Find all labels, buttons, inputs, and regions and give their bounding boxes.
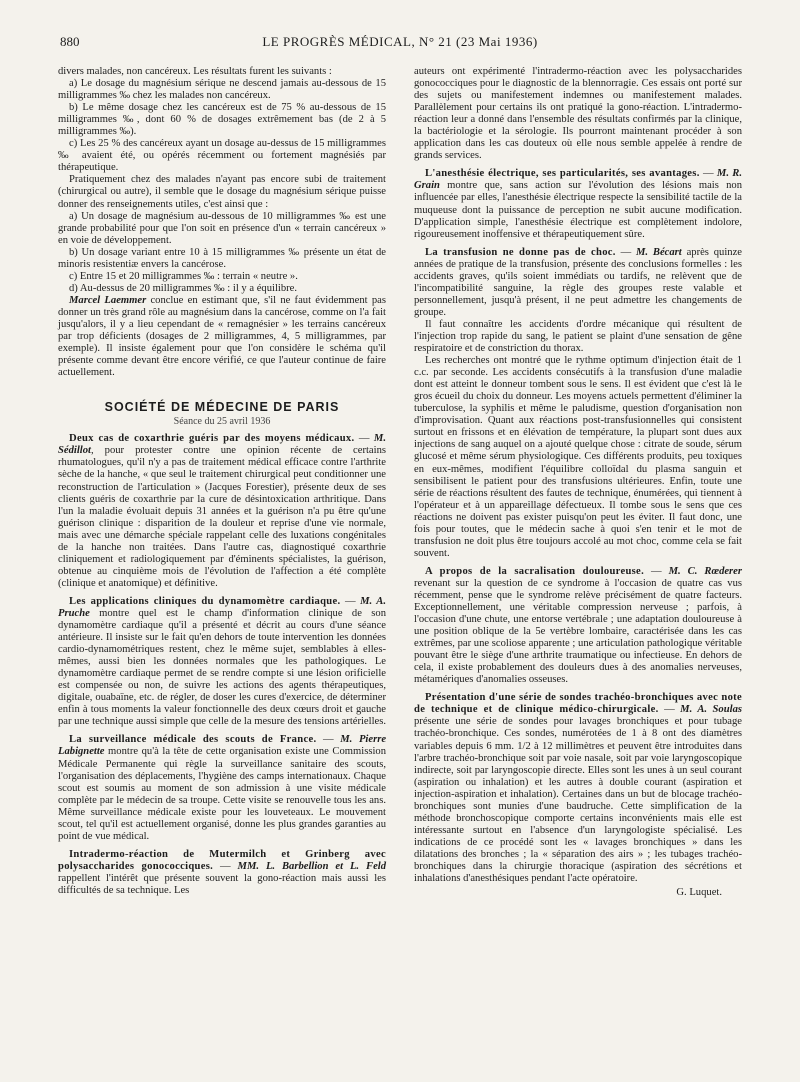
- paragraph: a) Le dosage du magnésium sérique ne descend jamais au-dessous de 15 milligrammes ‰ chez les malades non cancéreux.: [58, 78, 386, 102]
- right-column: [414, 66, 742, 899]
- communication-text: revenant sur la question de ce syndrome à l'occasion de quatre cas vus récemment, pense que le syndrome relève précisément de quatre facteurs. Exceptionnellement, une véritable compression nerveuse ; parfois, à l'occasion d'une chute, une entorse vertébrale ; une adaptation douloureuse à une position oblique de la 5e vertèbre lombaire, caractérisée dans les cas extrêmes, par une scoliose apparente ; une articulation pathologique véritable pouvant être le siège d'une arthrite traumatique ou infectieuse. En dehors de cela, il existe probablement des douleurs dues à des anomalies nerveuses, métamériques d'anomalies osseuses.: [414, 577, 742, 686]
- author-name: Marcel Laemmer: [69, 294, 147, 306]
- communication: L'anesthésie électrique, ses particularités, ses avantages. — M. R. Grain montre que, sans action sur l'évolution des lésions mais non influencée par elles, l'anesthésie électrique respecte la sensibilité tactile de la muqueuse dont la puissance de perception ne subit aucune modification. D'application simple, l'anesthésie électrique est complètement indolore, rigoureusement inoffensive et thérapeutiquement sûre.: [414, 168, 743, 240]
- communication: Intradermo-réaction de Mutermilch et Grinberg avec polysaccharides gonococciques. — MM. L. Barbellion et L. Feld rappellent l'intérêt que présente souvent la gono-réaction mais aussi les difficultés de sa technique. Les: [58, 848, 387, 896]
- communication-text: après quinze années de pratique de la transfusion, présente des conclusions formelles : les accidents graves, qu'ils soient immédiats ou tardifs, ne relèvent que de l'incompatibilité sanguine, la règle des groupes reste valable et personnellement, jusqu'à présent, il ne peut admettre les changements de groupe.: [414, 246, 742, 318]
- communication-title: La surveillance médicale des scouts de France.: [69, 734, 317, 746]
- communication-text: présente une série de sondes pour lavages bronchiques et pour tubage trachéo-bronchique. Ces sondes, numérotées de 1 à 8 ont des diamètres variables depuis 6 mm. 1/2 à 12 millimètres et peuvent être introduites dans l'arbre trachéo-bronchique soit par voie nasale, soit par voie laryngoscopique indirecte, soit par laryngoscopie directe. Elles sont les unes à un seul courant (aspiration ou inhalation) et les autres à double courant (aspiration et injection-aspiration et inhalation). Certaines dans un but de blocage trachéo-bronchiques sont munies d'une baudruche. Cette simplification de la méthode bronchoscopique comporte certains inconvénients mais elle est intéressante surtout en l'absence d'un laryngologiste spécialisé. Les indications de ce procédé sont les « lavages bronchiques » dans les dilatations des bronches ; la « séparation des airs » ; les tubages trachéo-bronchiques dans la chirurgie thoracique (aspiration des sécrétions et inhalations d'anesthésiques pendant l'acte opératoire.: [414, 716, 742, 885]
- running-header: [60, 34, 740, 52]
- author-name: M. R. Grain: [414, 168, 743, 192]
- communication: Présentation d'une série de sondes trachéo-bronchiques avec note de technique et de clinique médico-chirurgicale. — M. A. Soulas présente une série de sondes pour lavages bronchiques et pour tubage trachéo-bronchique. Ces sondes, numérotées de 1 à 8 ont des diamètres variables depuis 6 mm. 1/2 à 12 millimètres et peuvent être introduites dans l'arbre trachéo-bronchique soit par voie nasale, soit par voie laryngoscopique indirecte, soit par laryngoscopie directe. Elles sont les unes à un seul courant (aspiration ou inhalation) et les autres à double courant (aspiration et injection-aspiration et inhalation). Certaines dans un but de blocage trachéo-bronchiques sont munies d'une baudruche. Cette simplification de la méthode bronchoscopique comporte certains inconvénients mais elle est intéressante surtout en l'absence d'un laryngologiste spécialisé. Les indications de ce procédé sont les « lavages bronchiques » dans les dilatations des bronches ; la « séparation des airs » ; les tubages trachéo-bronchiques dans la chirurgie thoracique (aspiration des sécrétions et inhalations d'anesthésiques pendant l'acte opératoire.: [414, 692, 742, 885]
- communication: La transfusion ne donne pas de choc. — M. Bécart après quinze années de pratique de la transfusion, présente des conclusions formelles : les accidents graves, qu'ils soient immédiats ou tardifs, ne relèvent que de l'incompatibilité sanguine, la règle des groupes reste valable et personnellement, jusqu'à présent, il ne peut admettre les changements de groupe.: [414, 246, 742, 318]
- author-name: M. A. Soulas: [680, 704, 742, 716]
- left-column: [58, 66, 386, 897]
- paragraph: b) Un dosage variant entre 10 à 15 milligrammes ‰ présente un état de minoris resistentiæ envers la cancérose.: [58, 246, 386, 270]
- running-title: LE PROGRÈS MÉDICAL, N° 21 (23 Mai 1936): [262, 34, 538, 49]
- communication-title: Deux cas de coxarthrie guéris par des moyens médicaux.: [69, 433, 355, 445]
- signature: G. Luquet.: [676, 887, 722, 899]
- communication-title: Intradermo-réaction de Mutermilch et Grinberg avec polysaccharides gonococciques.: [58, 848, 386, 872]
- paragraph: d) Au-dessus de 20 milligrammes ‰ : il y a équilibre.: [69, 282, 298, 294]
- paragraph: divers malades, non cancéreux. Les résultats furent les suivants :: [58, 66, 332, 77]
- paragraph: b) Le même dosage chez les cancéreux est de 75 % au-dessous de 15 milligrammes ‰, dont 60 % de dosages extrêmement bas (de 2 à 5 milligrammes ‰).: [58, 102, 386, 138]
- communication: La surveillance médicale des scouts de France. — M. Pierre Labignette montre qu'à la tête de cette organisation existe une Commission Médicale Permanente qui règle la surveillance sanitaire des scouts, l'organisation des déplacements, l'hygiène des camps internationaux. Chaque scout est soumis au moment de son admission à une visite médicale complète par le médecin de sa troupe. Cette visite se renouvelle tous les ans. Même surveillance médicale existe pour les louveteaux. Le mouvement scout, tel qu'il est actuellement organisé, donne les plus grandes garanties au point de vue médical.: [58, 734, 387, 842]
- communication: A propos de la sacralisation douloureuse. — M. C. Rœderer revenant sur la question de ce syndrome à l'occasion de quatre cas vus récemment, pense que le syndrome relève précisément de quatre facteurs. Exceptionnellement, une véritable compression nerveuse ; parfois, à l'occasion d'une chute, une entorse vertébrale ; une adaptation douloureuse à une position oblique de la 5e vertèbre lombaire, caractérisée dans les cas extrêmes, par une scoliose apparente ; une articulation pathologique véritable pouvant être le siège d'une arthrite traumatique ou infectieuse. En dehors de cela, il existe probablement des douleurs dues à des anomalies nerveuses, métamériques d'anomalies osseuses.: [414, 565, 743, 686]
- communication-text: montre qu'à la tête de cette organisation existe une Commission Médicale Permanente qui règle la surveillance sanitaire des scouts, l'organisation des déplacements, l'hygiène des camps internationaux. Chaque scout est soumis au moment de son admission à une visite médicale complète par le médecin de sa troupe. Cette visite se renouvelle tous les ans. Même surveillance médicale existe pour les louveteaux. Le mouvement scout, tel qu'il est actuellement organisé, donne les plus grandes garanties au point de vue médical.: [58, 746, 386, 842]
- paragraph-text: conclue en estimant que, s'il ne faut évidemment pas donner un très grand rôle au magnésium dans la cancérose, comme on l'a fait jusqu'alors, il y a lieu cependant de « remagnésier » les terrains cancéreux par trop déficients (dosages de 2 milligrammes, 4, 5 milligrammes, par exemple). Il insiste également pour que l'on considère le schéma qu'il présente comme devant être encore vérifié, ce que l'auteur continue de faire actuellement.: [58, 294, 386, 379]
- author-name: MM. L. Barbellion et L. Feld: [237, 860, 387, 872]
- paragraph: [58, 295, 386, 379]
- communication-title: Présentation d'une série de sondes trachéo-bronchiques avec note de technique et de clinique médico-chirurgicale.: [414, 692, 742, 716]
- communication: Les applications cliniques du dynamomètre cardiaque. — M. A. Pruche montre quel est le champ d'information clinique de son dynamomètre cardiaque qu'il a présenté et décrit au cours d'une séance antérieure. Il insiste sur le fait qu'en dehors de toute intervention les données cardio-dynamométriques restent, chez le même sujet, semblables à elles-mêmes, aussi bien les données normales que les pathologiques. Le dynamomètre cardiaque permet de se rendre compte si une lésion orificielle est compensée ou non, de suivre les actions des agents thérapeutiques, digitale, ouabaïne, etc. de régler, de doser les cures d'exercice, de déterminer enfin à tous moments la valeur fonctionnelle des deux cœurs droit et gauche par une technique aussi simple que celle de la mesure des tensions artérielles.: [58, 595, 387, 728]
- paragraph: a) Un dosage de magnésium au-dessous de 10 milligrammes ‰ est une grande probabilité pour que l'on soit en présence d'un « terrain cancéreux » en voie de développement.: [58, 210, 386, 246]
- author-name: M. C. Rœderer: [668, 565, 743, 577]
- author-name: M. Bécart: [636, 246, 682, 258]
- communication-title: A propos de la sacralisation douloureuse.: [425, 565, 645, 577]
- session-date: Séance du 25 avril 1936: [173, 416, 271, 428]
- author-name: M. A. Pruche: [58, 595, 387, 619]
- communication-text: montre que, sans action sur l'évolution des lésions mais non influencée par elles, l'anesthésie électrique respecte la sensibilité tactile de la muqueuse dont la puissance de perception ne subit aucune modification. D'application simple, l'anesthésie électrique est complètement indolore, rigoureusement inoffensive et thérapeutiquement sûre.: [414, 180, 742, 240]
- paragraph: Pratiquement chez des malades n'ayant pas encore subi de traitement (chirurgical ou autre), il semble que le dosage du magnésium sérique puisse donner des renseignements utiles, c'est ainsi que :: [58, 174, 386, 210]
- author-name: M. Pierre Labignette: [58, 734, 387, 758]
- paragraph: Les recherches ont montré que le rythme optimum d'injection était de 1 c.c. par seconde. Les accidents consécutifs à la transfusion d'une maladie dont est atteint le donneur tombent sous le sens. Il est évident que c'est là le gros écueil du choix du donneur. Les moyens actuels permettent d'éliminer la tuberculose, la syphilis et même le paludisme, question d'organisation non d'improvisation. Quant aux réactions post-transfusionnelles qui consistent surtout en frissons et en élévation de température, la plupart sont dues aux injections de sang auquel on a ajouté quelque chose : citrate de soude, sérum glucosé et même sérum physiologique. Ces différents produits, peu toxiques en eux-mêmes, modifient l'équilibre colloïdal du plasma sanguin et sensibilisent le patient pour des transfusions ultérieures. Enfin, toute une série de réactions résultent des fautes de technique, énumérées, qui tiennent à l'opérateur et à un appareillage défectueux. Il tombe sous le sens que ces réactions ne doivent pas exister puisqu'on peut les éviter. Il faut donc, une fois pour toutes, que le médecin sache à quoi s'en tenir et le mot de transfusion ne doit plus être toujours accolé au mot choc, comme cela se fait souvent.: [414, 355, 742, 559]
- communication-title: L'anesthésie électrique, ses particularités, ses avantages.: [425, 168, 700, 180]
- society-heading: SOCIÉTÉ DE MÉDECINE DE PARIS: [104, 400, 340, 415]
- paragraph: c) Entre 15 et 20 milligrammes ‰ : terrain « neutre ».: [69, 270, 298, 282]
- paragraph: c) Les 25 % des cancéreux ayant un dosage au-dessus de 15 milligrammes ‰ avaient été, ou opérés récemment ou fortement magnésiés par thérapeutique.: [58, 138, 386, 174]
- communication-text: montre quel est le champ d'information clinique de son dynamomètre cardiaque qu'il a présenté et décrit au cours d'une séance antérieure. Il insiste sur le fait qu'en dehors de toute intervention les données cardio-dynamométriques restent, chez le même sujet, semblables à elles-mêmes, aussi bien les données normales que les pathologiques. Le dynamomètre cardiaque permet de se rendre compte si une lésion orificielle est compensée ou non, de suivre les actions des agents thérapeutiques, digitale, ouabaïne, etc. de régler, de doser les cures d'exercice, de déterminer enfin à tous moments la valeur fonctionnelle des deux cœurs droit et gauche par une technique aussi simple que celle de la mesure des tensions artérielles.: [58, 607, 386, 728]
- communication-text: , pour protester contre une opinion récente de certains rhumatologues, qu'il n'y a pas de traitement médical efficace contre l'arthrite sèche de la hanche, « que seul le traitement chirurgical peut conditionner une reconstruction de l'articulation » (Jacques Forestier), présente deux de ses clients guéris de coxarthrie par la cure de désintoxication arthritique. Dans l'un la maladie évoluait depuis 31 années et la guérison n'a pu être qu'une guérison clinique : disparition de la douleur et reprise d'une vie normale, mais avec une démarche spéciale rappelant celle des luxations congénitales de la hanche non traitées. Dans l'autre cas, diagnostiqué coxarthrie cliniquement et radiologiquement par d'éminents spécialistes, la guérison, obtenue au cinquième mois de l'évolution de l'affection a été complète (clinique et anatomique) et définitive.: [58, 445, 386, 589]
- communication-text: rappellent l'intérêt que présente souvent la gono-réaction mais aussi les difficultés de sa technique. Les: [58, 872, 386, 896]
- author-name: M. Sédillot: [58, 433, 386, 457]
- paragraph: auteurs ont expérimenté l'intradermo-réaction avec les polysaccharides gonococciques pour le diagnostic de la blennorragie. Ces essais ont porté sur des sujets ou manifestement indemnes ou manifestement malades. Parallèlement pour certains ils ont pratiqué la gono-réaction. L'intradermo-réaction leur a donné dans l'ensemble des résultats confirmés par la clinique, la bactériologie et la sérologie. Ils pourront maintenant procéder à son application dans les cas douteux où elle nous semble appelée à rendre de grands services.: [414, 66, 742, 162]
- paragraph: Il faut connaître les accidents d'ordre mécanique qui résultent de l'injection trop rapide du sang, le patient se plaint d'une sensation de gêne respiratoire et de constriction du thorax.: [414, 318, 742, 355]
- communication-title: Les applications cliniques du dynamomètre cardiaque.: [69, 595, 341, 607]
- communication-title: La transfusion ne donne pas de choc.: [425, 246, 616, 258]
- communication: Deux cas de coxarthrie guéris par des moyens médicaux. — M. Sédillot, pour protester contre une opinion récente de certains rhumatologues, qu'il n'y a pas de traitement médical efficace contre l'arthrite sèche de la hanche, « que seul le traitement chirurgical peut conditionner une reconstruction de l'articulation » (Jacques Forestier), présente deux de ses clients guéris de coxarthrie par la cure de désintoxication arthritique. Dans l'un la maladie évoluait depuis 31 années et la guérison n'a pu être qu'une guérison clinique : disparition de la douleur et reprise d'une vie normale, mais avec une démarche spéciale rappelant celle des luxations congénitales de la hanche non traitées. Dans l'autre cas, diagnostiqué coxarthrie cliniquement et radiologiquement par d'éminents spécialistes, la guérison, obtenue au cinquième mois de l'évolution de l'affection a été complète (clinique et anatomique) et définitive.: [58, 433, 386, 589]
- page-number: 880: [60, 34, 80, 49]
